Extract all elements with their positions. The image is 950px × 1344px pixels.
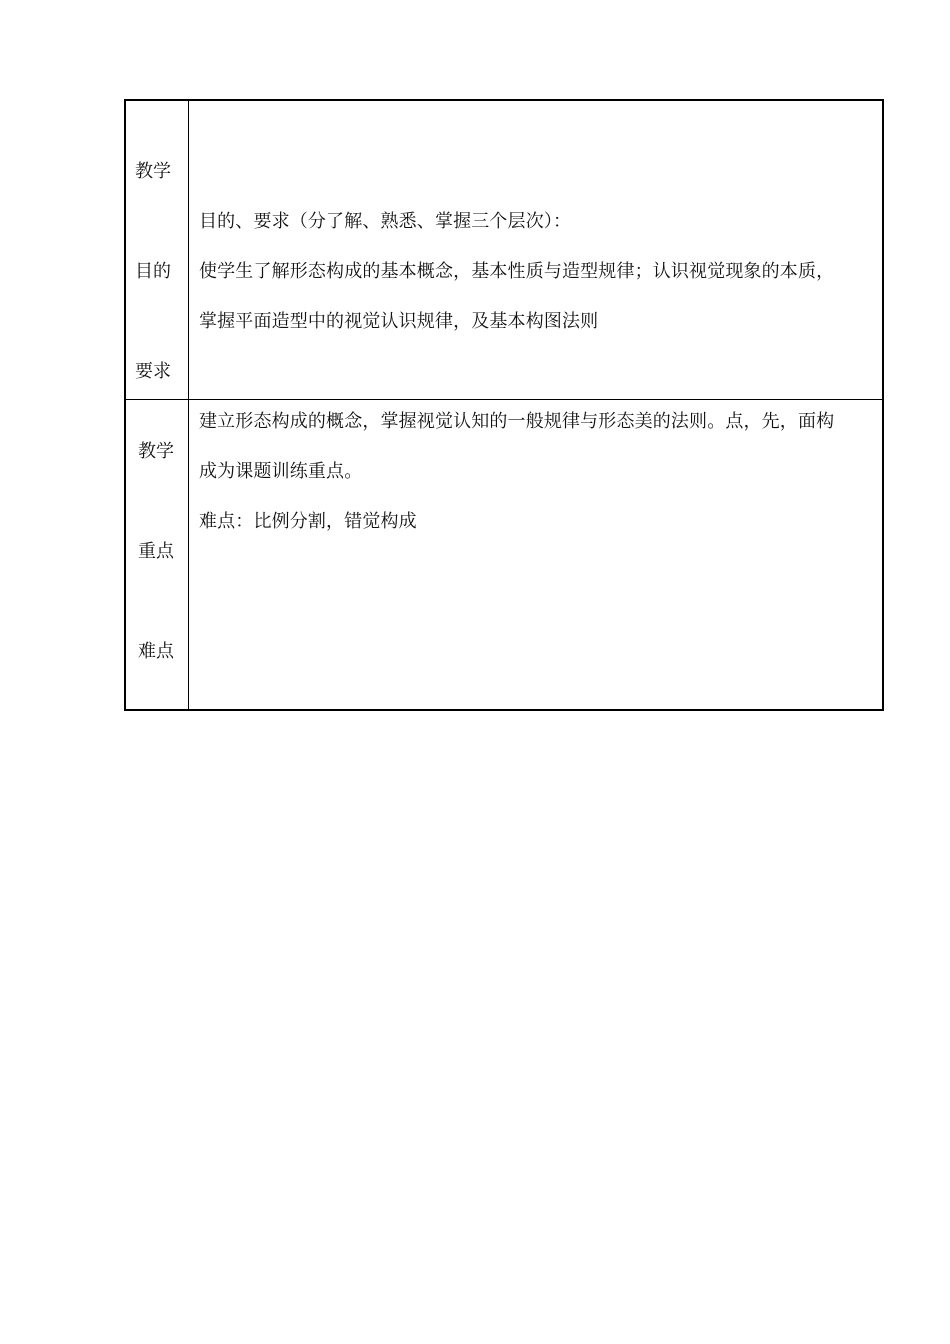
key-points-content-cell	[189, 400, 882, 709]
key-points-text-line: 建立形态构成的概念，掌握视觉认知的一般规律与形态美的法则。点，先，面构	[199, 411, 835, 432]
objectives-text-line: 使学生了解形态构成的基本概念，基本性质与造型规律；认识视觉现象的本质，	[199, 261, 835, 282]
row-label-line: 教学	[135, 161, 171, 182]
key-points-label-cell	[126, 400, 189, 709]
row-label-line: 重点	[138, 541, 174, 562]
key-points-text-line: 成为课题训练重点。	[199, 461, 363, 482]
objectives-content-cell	[189, 101, 882, 399]
row-label-line: 要求	[135, 361, 171, 382]
key-points-row	[126, 400, 882, 709]
objectives-heading: 目的、要求（分了解、熟悉、掌握三个层次）：	[199, 211, 572, 232]
row-label-line: 难点	[138, 641, 174, 662]
objectives-row	[126, 101, 882, 400]
row-label-line: 目的	[135, 261, 171, 282]
row-label-line: 教学	[138, 441, 174, 462]
difficulties-text-line: 难点：比例分割，错觉构成	[199, 511, 417, 532]
objectives-text-line: 掌握平面造型中的视觉认识规律，及基本构图法则	[199, 311, 599, 332]
objectives-label-cell	[126, 101, 189, 399]
teaching-plan-table	[124, 99, 884, 711]
